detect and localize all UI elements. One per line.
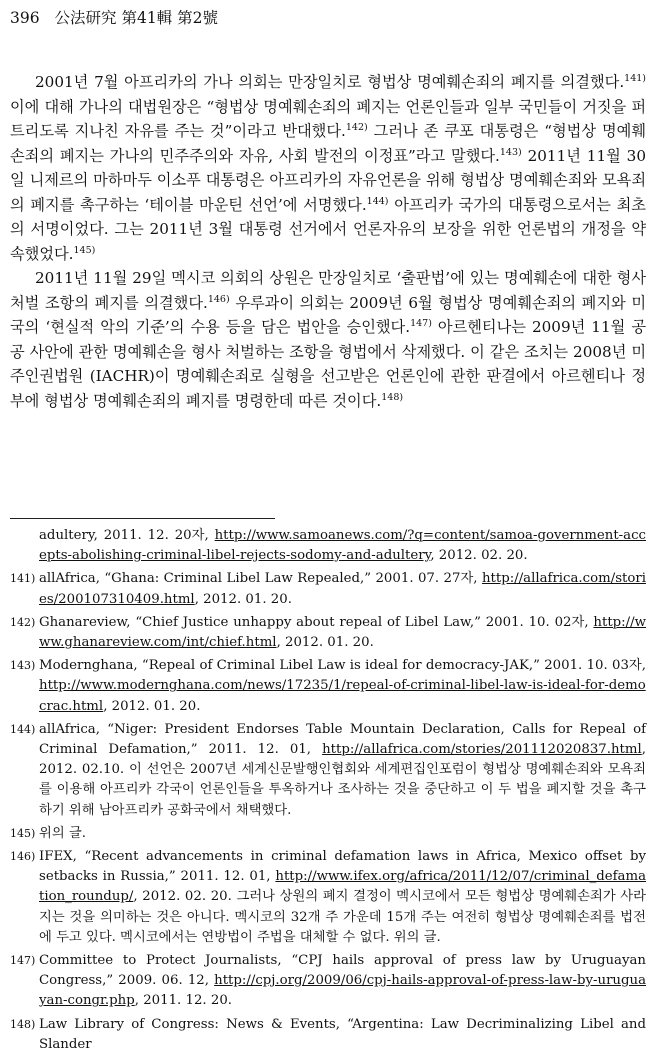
running-header xyxy=(10,6,218,28)
footnote-text: 위의 글. xyxy=(39,825,86,841)
footnote-reference[interactable]: 146) xyxy=(207,293,230,305)
footnote-reference[interactable]: 145) xyxy=(73,244,96,256)
footnote-text: adultery, 2011. 12. 20자, xyxy=(39,528,215,543)
footnote-reference[interactable]: 147) xyxy=(410,318,432,329)
paragraph-text: 아프리카 국가의 대통령으로서는 최초의 서명이었다. 그는 2011년 3월 대통령 선거에서 언론자유의 보장을 위한 언론법의 개정을 약속했었다. xyxy=(10,195,646,263)
page-number: 396 xyxy=(10,9,40,27)
footnote-reference[interactable]: 142) xyxy=(345,122,368,133)
footnote xyxy=(10,824,646,844)
paragraph-text: 이에 대해 가나의 대법원장은 “형법상 명예훼손죄의 폐지는 언론인들과 일부 국민들이 거짓을 퍼트리도록 지나친 자유를 주는 것”이라고 반대했다. xyxy=(10,97,646,140)
footnote-text: , 2012. 02. 20. 그러나 상원의 폐지 결정이 멕시코에서 모든 형법상 명예훼손죄가 사라지는 것을 의미하는 것은 아니다. 멕시코의 32개 주 가운데 15개 주는 여전히 형법상 명예훼손죄를 법전에 두고 있다. 멕시코에서는 연방법이 주법을 대체할 수 없다. 위의 글. xyxy=(39,889,646,945)
paragraph-text: 2011년 11월 30일 니제르의 마하마두 이소푸 대통령은 아프리카의 자유언론을 위해 형법상 명예훼손죄와 모욕죄의 폐지를 촉구하는 ‘테이블 마운틴 선언’에 서명했다. xyxy=(10,146,646,214)
footnote-link[interactable]: http://www.ifex.org/africa/2011/12/07/criminal_defamation_roundup/ xyxy=(39,869,646,905)
footnote-text: , 2012. 01. 20. xyxy=(194,591,292,607)
footnote-number: 148) xyxy=(10,1017,36,1031)
paragraph-text: 2011년 11월 29일 멕시코 의회의 상원은 만장일치로 ‘출판법’에 있는 명예훼손에 대한 형사 처벌 조항의 폐지를 의결했다. xyxy=(10,269,646,312)
paragraph-text: 우루과이 의회는 2009년 6월 형법상 명예훼손죄의 폐지와 미국의 ‘현실적 악의 기준’의 수용 등을 담은 법안을 승인했다. xyxy=(10,293,646,336)
footnote xyxy=(10,720,646,821)
body-paragraph xyxy=(10,266,646,413)
footnote-number: 142) xyxy=(10,615,36,629)
footnote-number: 147) xyxy=(10,954,36,968)
footnote-link[interactable]: http://allafrica.com/stories/200107310409.html xyxy=(39,571,646,607)
footnote-text: , 2012. 02.10. 이 선언은 2007년 세계신문발행인협회와 세계편집인포럼이 형법상 명예훼손죄와 모욕죄를 이용해 아프리카 각국이 언론인들을 투옥하거나 조사하는 것을 중단하고 이 두 법을 폐지할 것을 촉구하기 위해 남아프리카 공화국에서 채택했다. xyxy=(39,742,646,818)
footnote xyxy=(10,656,646,717)
footnote-text: , 2011. 12. 20. xyxy=(134,993,233,1009)
footnote-text: Law Library of Congress: News & Events, “Argentina: Law Decriminalizing Libel and Slander xyxy=(39,1016,646,1052)
footnote-number: 143) xyxy=(10,659,36,673)
journal-title: 公法研究 第41輯 第2號 xyxy=(54,9,218,27)
footnote-number: 146) xyxy=(10,850,36,864)
footnote xyxy=(10,613,646,653)
footnote-link[interactable]: http://www.samoanews.com/?q=content/samoa-government-accepts-abolishing-criminal-libel-rejects-sodomy-and-adultery xyxy=(39,528,646,564)
footnote-text: , 2012. 01. 20. xyxy=(103,698,201,714)
footnote-text: Ghanareview, “Chief Justice unhappy about repeal of Libel Law,” 2001. 10. 02자, xyxy=(39,614,594,630)
footnote-separator xyxy=(10,518,275,519)
paragraph-text: 2001년 7월 아프리카의 가나 의회는 만장일치로 형법상 명예훼손죄의 폐지를 의결했다. xyxy=(35,73,625,91)
footnote-text: allAfrica, “Ghana: Criminal Libel Law Repealed,” 2001. 07. 27자, xyxy=(39,571,482,587)
footnote-reference[interactable]: 143) xyxy=(499,146,522,158)
footnote-reference[interactable]: 141) xyxy=(624,73,646,84)
footnote-number: 141) xyxy=(10,572,36,586)
footnote-link[interactable]: http://www.modernghana.com/news/17235/1/repeal-of-criminal-libel-law-is-ideal-for-democrac.html xyxy=(39,678,646,714)
paragraph-text: 그러나 존 쿠포 대통령은 “형법상 명예훼손죄의 폐지는 가나의 민주주의와 자유, 사회 발전의 이정표”라고 말했다. xyxy=(10,122,647,165)
footnote-text: Committee to Protect Journalists, “CPJ hails approval of press law by Uruguayan Congress,” 2009. 06. 12, xyxy=(39,953,646,989)
footnote-link[interactable]: http://cpj.org/2009/06/cpj-hails-approval-of-press-law-by-uruguayan-congr.php xyxy=(39,973,646,1009)
footnote-reference[interactable]: 144) xyxy=(366,195,389,207)
footnote-text: allAfrica, “Niger: President Endorses Table Mountain Declaration, Calls for Repeal of Criminal Defamation,” 2011. 12. 01, xyxy=(39,721,646,758)
footnote-number: 144) xyxy=(10,722,36,736)
footnote-link[interactable]: http://allafrica.com/stories/201112020837.html xyxy=(322,742,642,758)
footnote-text: IFEX, “Recent advancements in criminal defamation laws in Africa, Mexico offset by setbacks in Russia,” 2011. 12. 01, xyxy=(39,849,646,885)
footnote-reference[interactable]: 148) xyxy=(381,391,404,403)
footnote xyxy=(10,569,646,609)
paragraph-text: 아르헨티나는 2009년 11월 공공 사안에 관한 명예훼손을 형사 처벌하는 조항을 형법에서 삭제했다. 이 같은 조치는 2008년 미주인권법원 (IACHR)이 명예훼손죄로 실형을 선고받은 언론인에 관한 판결에서 아르헨티나 정부에 형법상 명예훼손죄의 폐지를 명령한데 따른 것이다. xyxy=(10,318,646,410)
footnote-text: , 2012. 01. 20. xyxy=(276,635,374,651)
body-paragraph xyxy=(10,70,646,266)
footnote-number: 145) xyxy=(10,826,36,840)
footnotes xyxy=(10,526,646,1058)
footnote xyxy=(10,526,646,566)
footnote-text: Modernghana, “Repeal of Criminal Libel Law is ideal for democracy-JAK,” 2001. 10. 03자, xyxy=(39,658,646,674)
body-text xyxy=(10,70,646,413)
footnote xyxy=(10,1015,646,1055)
footnote-link[interactable]: http://www.ghanareview.com/int/chief.html xyxy=(39,614,646,651)
footnote xyxy=(10,951,646,1012)
footnote xyxy=(10,847,646,948)
footnote-text: , 2012. 02. 20. xyxy=(430,548,528,564)
